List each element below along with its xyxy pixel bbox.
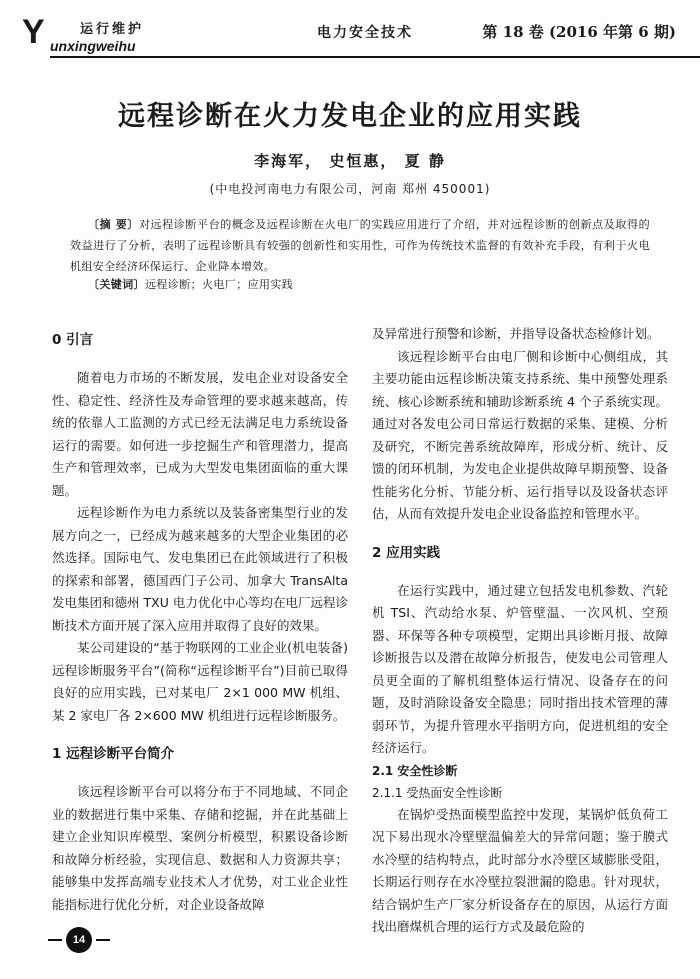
paragraph-continued: 及异常进行预警和诊断，并指导设备状态检修计划。 [372, 326, 660, 341]
left-column [52, 323, 348, 916]
paragraph: 在锅炉受热面模型监控中发现，某锅炉低负荷工况下易出现水冷壁壁温偏差大的异常问题；鉴于膜式水冷壁的结构特点，此时部分水冷壁区域膨胀受阻，长期运行则存在水冷壁拉裂泄漏的隐患。针对现状，结合锅炉生产厂家分析设备存在的原因，从运行方面找出磨煤机合理的运行方式及最危险的 [372, 806, 668, 934]
paragraph: 随着电力市场的不断发展，发电企业对设备安全性、稳定性、经济性及寿命管理的要求越来越高，传统的依靠人工监测的方式已经无法满足电力系统设备运行的需要。如何进一步挖掘生产和管理潜力，提高生产和管理效率，已成为大型发电集团面临的重大课题。 [52, 370, 348, 498]
keywords-text: 远程诊断；火电厂；应用实践 [145, 278, 294, 291]
paragraph: 该远程诊断平台可以将分布于不同地域、不同企业的数据进行集中采集、存储和挖掘，并在此基础上建立企业知识库模型、案例分析模型，积累设备诊断和故障分析经验，实现信息、数据和人力资源共享；能够集中发挥高端专业技术人才优势，对工业企业性能指标进行优化分析，对企业设备故障 [52, 784, 348, 912]
authors: 李海军， 史恒惠， 夏 静 [254, 152, 446, 170]
section-name-chinese: 运行维护 [80, 22, 145, 37]
volume-issue: 第 18 卷 (2016 年第 6 期) [482, 23, 676, 41]
paper-title: 远程诊断在火力发电企业的应用实践 [118, 101, 582, 132]
section-heading-application: 2 应用实践 [372, 544, 441, 561]
paragraph: 某公司建设的“基于物联网的工业企业(机电装备)远程诊断服务平台”(简称“远程诊断平台”)目前已取得良好的应用实践，已对某电厂 2×1 000 MW 机组、某 2 家电厂各 2×600 MW 机组进行远程诊断服务。 [52, 640, 348, 723]
section-logo-letter: Y [22, 13, 44, 51]
subsubsection-heading-heating-surface: 2.1.1 受热面安全性诊断 [372, 785, 503, 800]
running-header [22, 14, 678, 54]
page-number: 14 [66, 927, 92, 953]
subsection-heading-safety: 2.1 安全性诊断 [372, 763, 458, 778]
footer-dash [96, 939, 110, 941]
keywords [88, 277, 293, 293]
affiliation: (中电投河南电力有限公司，河南 郑州 450001) [209, 182, 491, 196]
header-rule [50, 56, 700, 58]
abstract-label: 〔摘 要〕 [88, 218, 139, 231]
abstract-text: 对远程诊断平台的概念及远程诊断在火电厂的实践应用进行了介绍，并对远程诊断的创新点及取得的效益进行了分析，表明了远程诊断具有较强的创新性和实用性，可作为传统技术监督的有效补充手段，有利于火电机组安全经济环保运行、企业降本增效。 [70, 218, 650, 273]
paragraph: 在运行实践中，通过建立包括发电机参数、汽轮机 TSI、汽动给水泵、炉管壁温、一次风机、空预器、环保等各种专项模型，定期出具诊断月报、故障诊断报告以及潜在故障分析报告，使发电公司管理人员更全面的了解机组整体运行情况、设备存在的问题，及时消除设备安全隐患；同时指出技术管理的薄弱环节，为提升管理水平指明方向，促进机组的安全经济运行。 [372, 582, 668, 755]
journal-name: 电力安全技术 [317, 25, 413, 41]
footer-dash [48, 939, 62, 941]
section-heading-introduction: 0 引言 [52, 332, 94, 348]
right-column [372, 323, 668, 939]
abstract [70, 214, 650, 277]
section-heading-platform: 1 远程诊断平台简介 [52, 746, 175, 762]
paragraph: 该远程诊断平台由电厂侧和诊断中心侧组成，其主要功能由远程诊断决策支持系统、集中预警处理系统、核心诊断系统和辅助诊断系统 4 个子系统实现。通过对各发电公司日常运行数据的采集、建模、分析及研究，不断完善系统故障库，形成分析、统计、反馈的闭环机制，为发电企业提供故障早期预警、设备性能劣化分析、节能分析、运行指导以及设备状态评估，从而有效提升发电企业设备监控和管理水平。 [372, 348, 668, 521]
keywords-label: 〔关键词〕 [88, 278, 145, 291]
section-name-pinyin: unxingweihu [50, 38, 136, 54]
paragraph: 远程诊断作为电力系统以及装备密集型行业的发展方向之一，已经成为越来越多的大型企业集团的必然选择。国际电气、发电集团已在此领域进行了积极的探索和部署，德国西门子公司、加拿大 TransAlta 发电集团和德州 TXU 电力优化中心等均在电厂远程诊断技术方面开展了深入应用并取得了良好的效果。 [52, 505, 348, 633]
page-number-footer [48, 925, 110, 955]
